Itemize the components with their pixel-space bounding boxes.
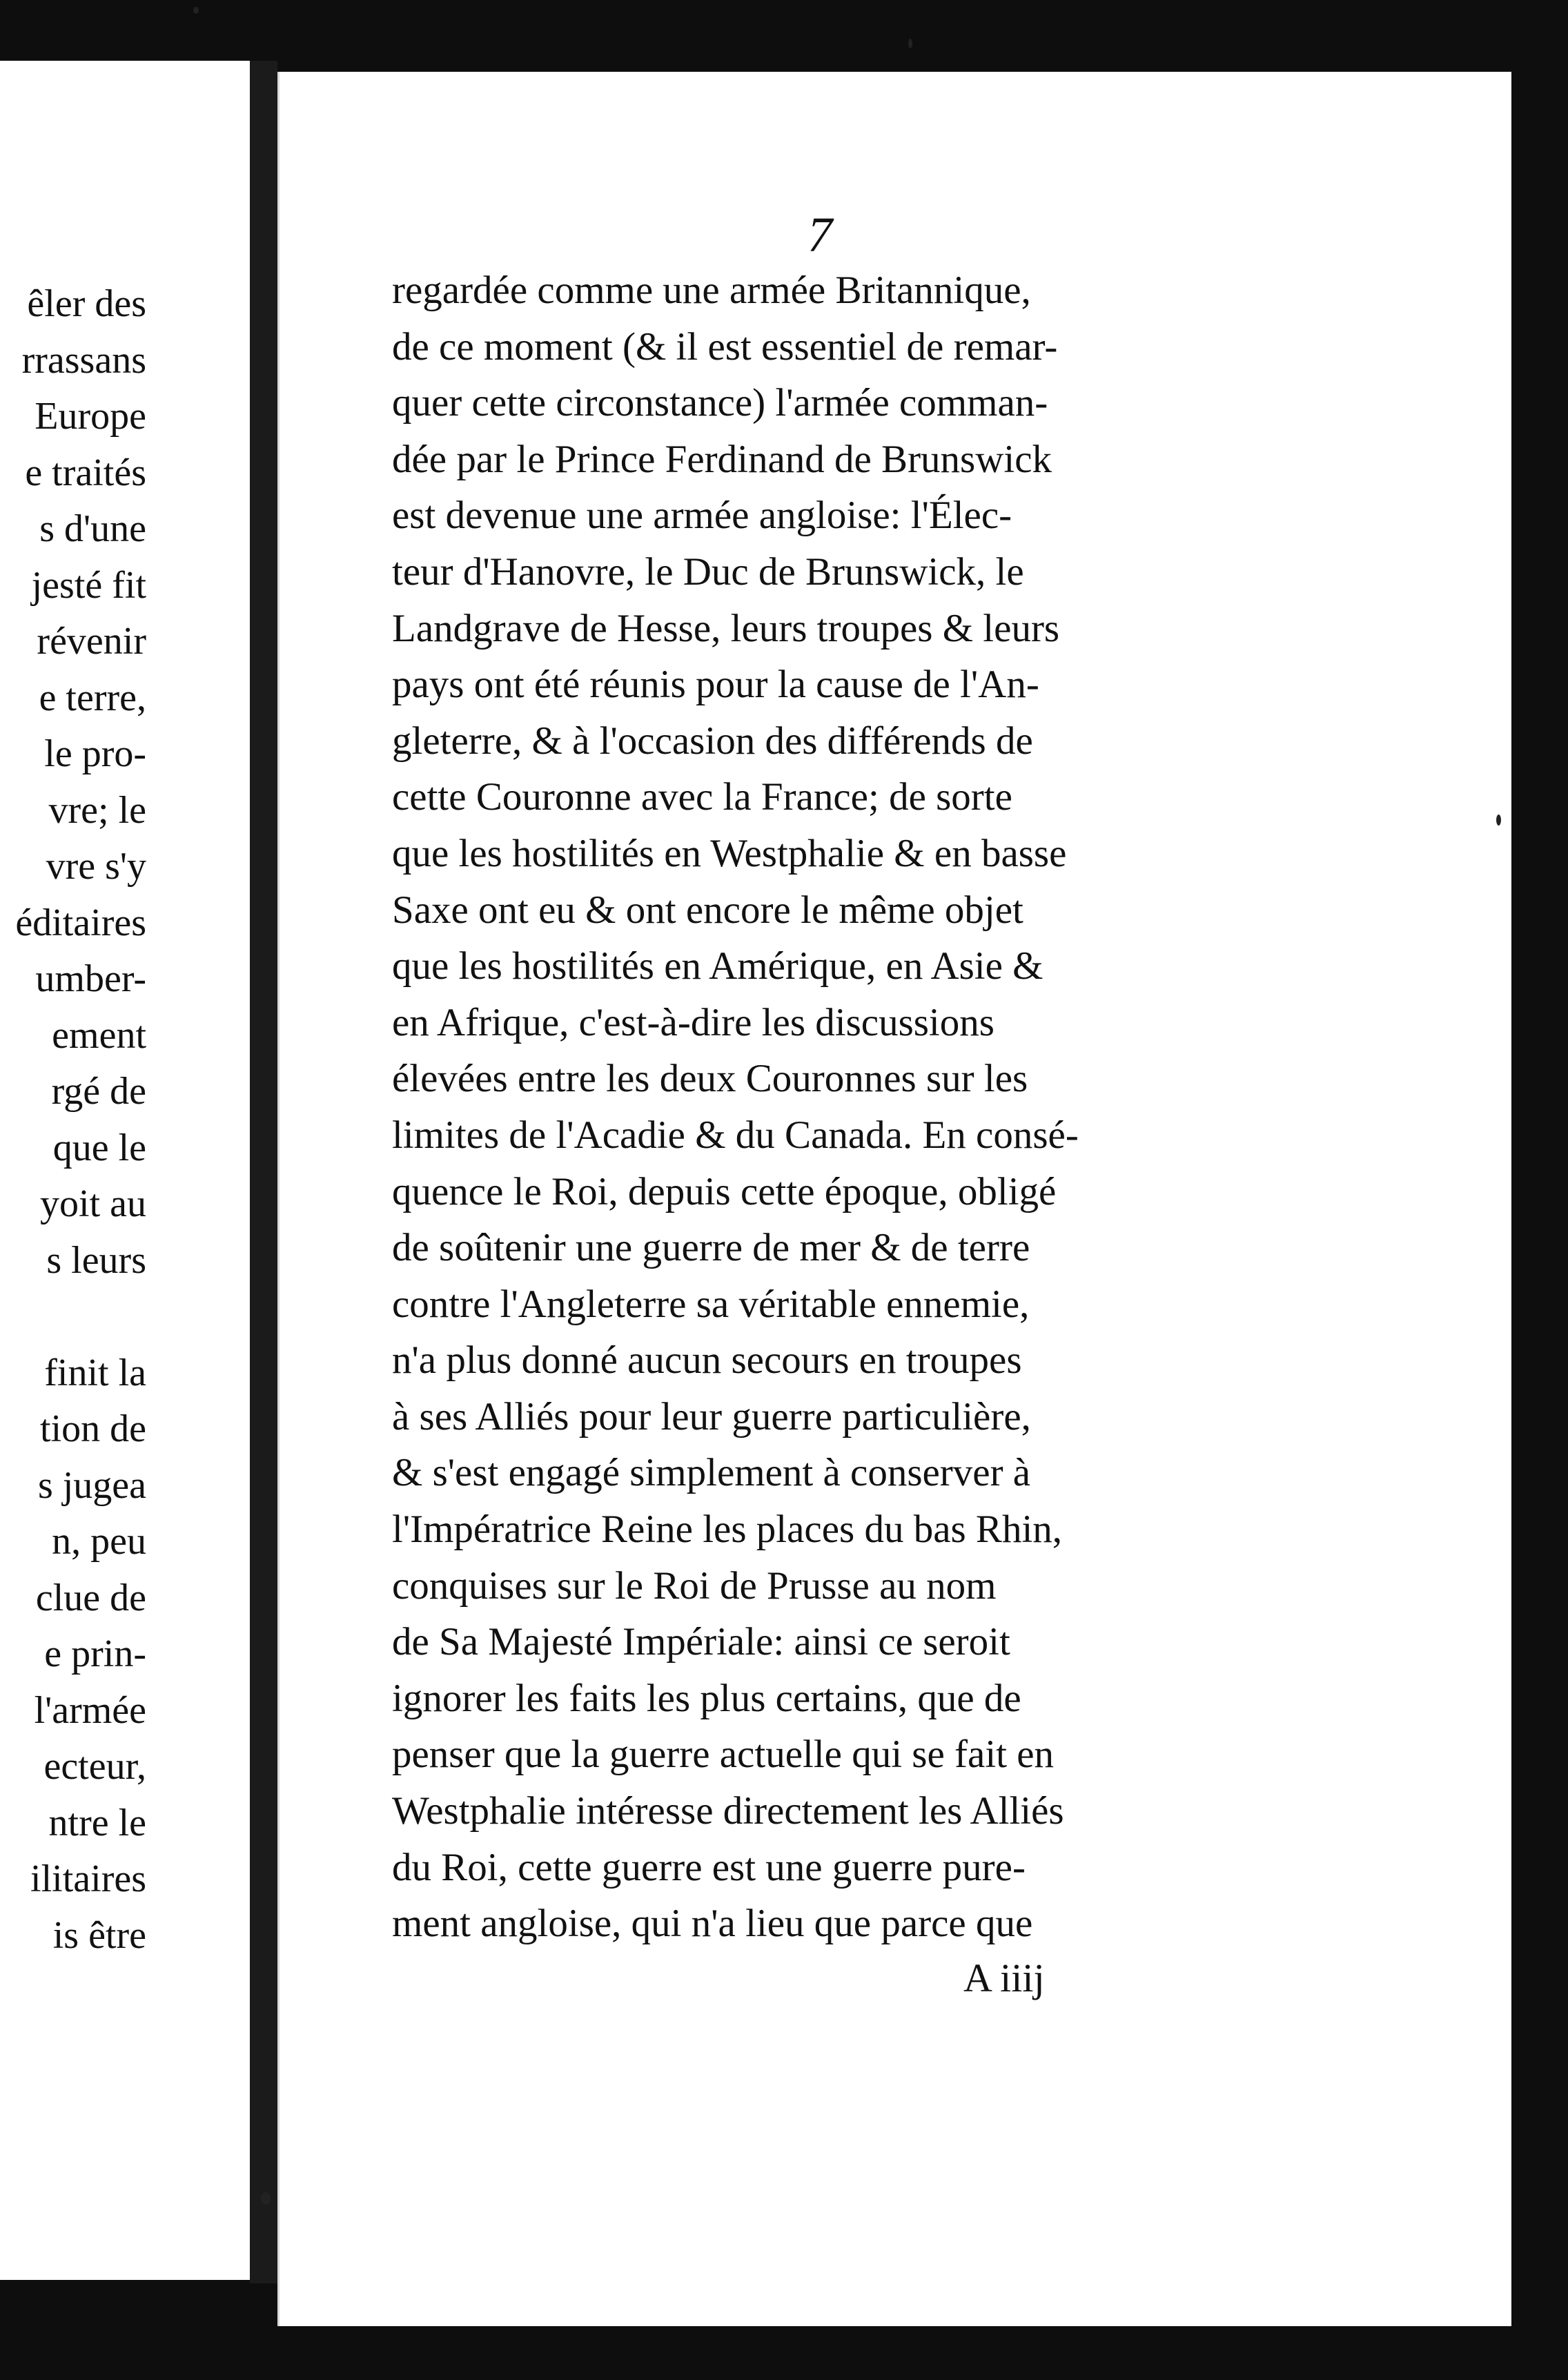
ink-speck <box>908 39 912 48</box>
text-line: pays ont été réunis pour la cause de l'An- <box>392 663 1039 707</box>
left-page-line: ntre le <box>48 1801 146 1844</box>
left-page-line: Europe <box>35 395 146 438</box>
text-line: du Roi, cette guerre est une guerre pure- <box>392 1845 1026 1889</box>
text-line: cette Couronne avec la France; de sorte <box>392 775 1012 819</box>
left-page-line: n, peu <box>52 1520 146 1563</box>
left-page <box>0 61 250 2280</box>
ink-speck <box>193 7 199 14</box>
text-line: Landgrave de Hesse, leurs troupes & leurs <box>392 606 1060 650</box>
text-line: conquises sur le Roi de Prusse au nom <box>392 1563 997 1608</box>
book-gutter <box>250 61 277 2283</box>
left-page-line: e terre, <box>39 676 146 719</box>
left-page-line: yoit au <box>40 1182 146 1225</box>
text-line: quer cette circonstance) l'armée comman- <box>392 381 1048 425</box>
left-page-line: que le <box>52 1126 146 1169</box>
left-page-line: éditaires <box>15 901 146 944</box>
text-line: de soûtenir une guerre de mer & de terre <box>392 1226 1030 1270</box>
text-line: & s'est engagé simplement à conserver à <box>392 1451 1031 1495</box>
text-line: que les hostilités en Westphalie & en basse <box>392 831 1067 875</box>
text-line: regardée comme une armée Britannique, <box>392 269 1031 312</box>
text-line: Saxe ont eu & ont encore le même objet <box>392 888 1023 932</box>
text-line: gleterre, & à l'occasion des différends de <box>392 719 1033 763</box>
text-line: penser que la guerre actuelle qui se fait en <box>392 1733 1055 1777</box>
left-page-line: s jugea <box>37 1463 146 1507</box>
ink-speck <box>1496 815 1501 826</box>
left-page-line: finit la <box>44 1351 146 1394</box>
left-page-line: le pro- <box>44 732 146 775</box>
text-line: teur d'Hanovre, le Duc de Brunswick, le <box>392 549 1024 594</box>
text-line: à ses Alliés pour leur guerre particulière, <box>392 1394 1031 1438</box>
left-page-line: ecteur, <box>43 1745 146 1788</box>
page-body-text <box>392 262 1252 1952</box>
left-page-line: e traités <box>25 451 146 494</box>
text-line: en Afrique, c'est-à-dire les discussions <box>392 1000 994 1044</box>
text-line: ignorer les faits les plus certains, que de <box>392 1676 1021 1720</box>
text-line: l'Impératrice Reine les places du bas Rhin, <box>392 1508 1063 1552</box>
text-line: que les hostilités en Amérique, en Asie & <box>392 944 1043 988</box>
text-line: de ce moment (& il est essentiel de remar- <box>392 324 1058 369</box>
left-page-line: révenir <box>37 620 146 663</box>
left-page-line: rrassans <box>21 338 146 382</box>
left-page-line: l'armée <box>34 1688 146 1732</box>
left-page-line: umber- <box>35 957 146 1000</box>
left-page-line: êler des <box>27 282 146 325</box>
text-line: contre l'Angleterre sa véritable ennemie, <box>392 1282 1030 1326</box>
left-page-line: e prin- <box>44 1632 146 1675</box>
ink-speck <box>261 2192 271 2205</box>
left-page-line: ilitaires <box>30 1857 146 1900</box>
left-page-line: ement <box>52 1013 146 1057</box>
left-page-line: s d'une <box>39 507 146 550</box>
left-page-line: vre; le <box>48 788 146 832</box>
left-page-line: s leurs <box>46 1238 146 1282</box>
left-page-line <box>0 1289 146 1345</box>
left-page-line: jesté fit <box>31 563 146 607</box>
text-line: élevées entre les deux Couronnes sur les <box>392 1057 1028 1101</box>
left-page-line: vre s'y <box>46 845 146 888</box>
text-line: de Sa Majesté Impériale: ainsi ce seroit <box>392 1620 1010 1664</box>
text-line: Westphalie intéresse directement les Alliés <box>392 1789 1064 1833</box>
left-page-line: tion de <box>40 1407 146 1450</box>
left-page-text <box>0 276 146 1964</box>
left-page-line: clue de <box>35 1576 146 1619</box>
text-line: est devenue une armée angloise: l'Élec- <box>392 494 1012 538</box>
text-line: quence le Roi, depuis cette époque, obligé <box>392 1169 1057 1213</box>
signature-mark: A iiij <box>963 1955 1045 2000</box>
text-line: dée par le Prince Ferdinand de Brunswick <box>392 437 1052 481</box>
text-line: ment angloise, qui n'a lieu que parce que <box>392 1902 1033 1946</box>
page-number: 7 <box>807 207 832 262</box>
left-page-line: is être <box>52 1913 146 1957</box>
text-line: limites de l'Acadie & du Canada. En consé- <box>392 1113 1079 1157</box>
text-line: n'a plus donné aucun secours en troupes <box>392 1338 1022 1383</box>
left-page-line: rgé de <box>51 1070 146 1113</box>
